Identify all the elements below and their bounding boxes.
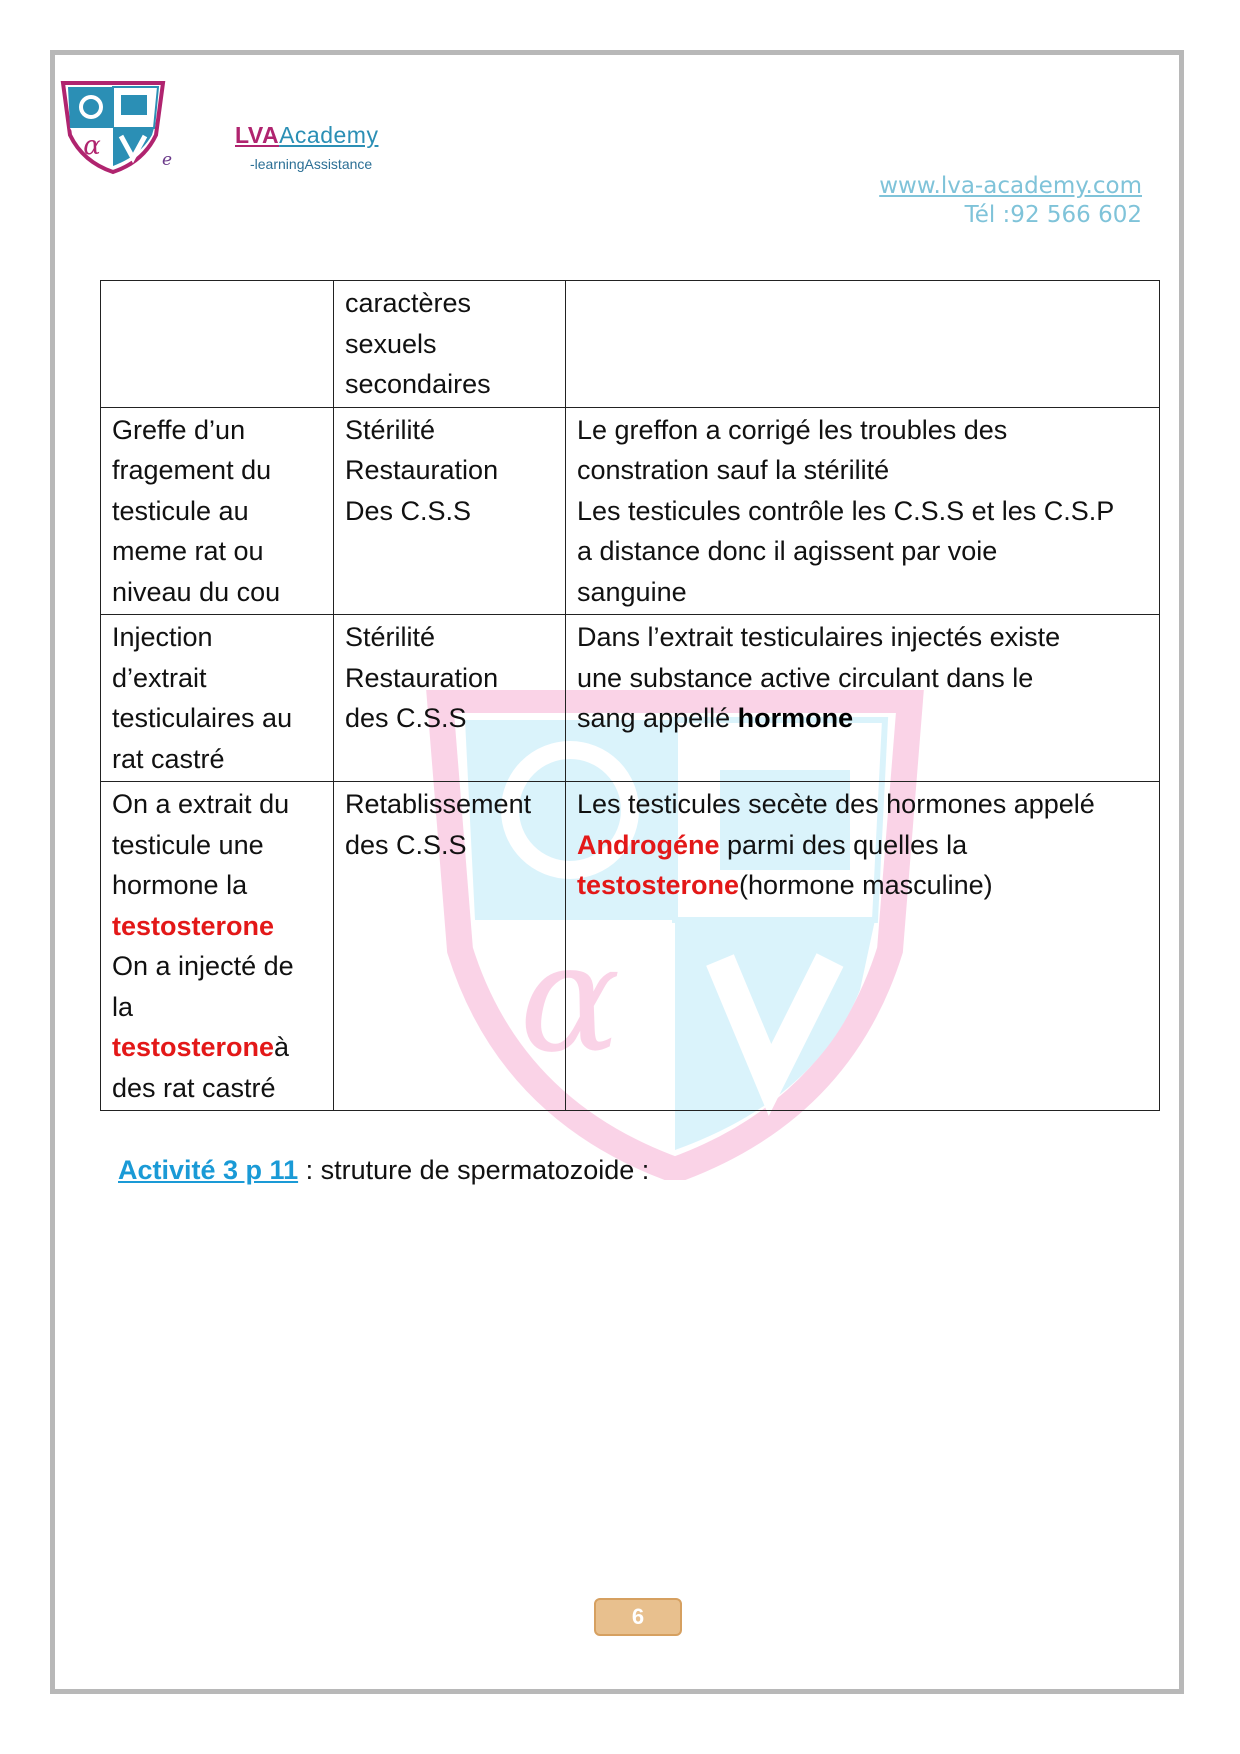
cell-line: des C.S.S <box>345 703 467 733</box>
cell-line: Restauration <box>345 455 499 485</box>
cell-line: constration sauf la stérilité <box>577 455 890 485</box>
table-cell <box>334 782 566 1111</box>
cell-line <box>577 865 1149 906</box>
cell-line: Injection <box>112 622 213 652</box>
table-cell <box>101 615 334 782</box>
svg-text:α: α <box>83 131 101 161</box>
logo-e-letter: e <box>162 150 173 170</box>
table-cell <box>334 281 566 408</box>
brand-name <box>235 122 378 149</box>
cell-line: Stérilité <box>345 414 436 445</box>
cell-line: secondaires <box>345 369 491 399</box>
cell-line: testiculaires au <box>112 703 293 733</box>
cell-line: Stérilité <box>345 622 436 652</box>
cell-line: testicule une <box>112 829 264 860</box>
cell-line: On a extrait du <box>112 789 290 819</box>
cell-text: à <box>274 1032 290 1062</box>
activity-heading <box>118 1155 649 1186</box>
table-cell <box>566 615 1160 782</box>
cell-line: Retablissement <box>345 789 532 819</box>
cell-line: Des C.S.S <box>345 495 472 526</box>
table-cell <box>101 281 334 408</box>
cell-line: hormone la <box>112 870 248 900</box>
table-cell <box>334 615 566 782</box>
cell-line: niveau du cou <box>112 576 281 607</box>
table-cell <box>101 407 334 615</box>
website-link[interactable]: www.lva-academy.com <box>879 173 1142 199</box>
cell-line: Le greffon a corrigé les troubles des <box>577 414 1008 445</box>
cell-line: caractères <box>345 288 472 318</box>
cell-line: Greffe d’un <box>112 414 246 445</box>
cell-text: (hormone masculine) <box>739 870 993 900</box>
brand-subtitle: -learningAssistance <box>250 156 373 172</box>
testosterone-red-term: testosterone <box>112 910 275 941</box>
cell-text: parmi des quelles la <box>719 829 968 860</box>
page-number-badge <box>594 1598 682 1636</box>
cell-line: Les testicules secète des hormones appelé <box>577 789 1095 819</box>
table-row <box>101 281 1160 408</box>
cell-text: sang appellé <box>577 703 738 733</box>
svg-text:α: α <box>519 912 621 1086</box>
hormone-bold-term: hormone <box>737 703 854 733</box>
cell-line: Restauration <box>345 662 499 693</box>
table-cell <box>101 782 334 1111</box>
cell-line: la <box>112 991 134 1022</box>
cell-line: testicule au <box>112 495 249 526</box>
cell-line <box>577 825 1149 866</box>
phone-number: Tél :92 566 602 <box>964 202 1142 228</box>
cell-line: meme rat ou <box>112 536 264 566</box>
cell-line: rat castré <box>112 743 225 774</box>
cell-line: a distance donc il agissent par voie <box>577 536 998 566</box>
cell-line: Dans l’extrait testiculaires injectés existe <box>577 622 1061 652</box>
brand-part-lva: LVA <box>235 122 280 148</box>
cell-line: sexuels <box>345 328 437 359</box>
cell-line: On a injecté de <box>112 951 294 981</box>
cell-line: sanguine <box>577 576 687 607</box>
cell-line <box>577 698 1149 739</box>
testosterone-red-term: testosterone <box>112 1032 275 1062</box>
table-row <box>101 615 1160 782</box>
table-row <box>101 782 1160 1111</box>
table-cell <box>566 782 1160 1111</box>
androgene-red-term: Androgéne <box>577 829 720 860</box>
cell-line: des C.S.S <box>345 829 467 860</box>
experiments-table <box>100 280 1160 1111</box>
activity-link[interactable]: Activité 3 p 11 <box>118 1155 299 1185</box>
cell-line: d’extrait <box>112 662 207 693</box>
cell-line: Les testicules contrôle les C.S.S et les C.S.P <box>577 495 1115 526</box>
table-cell <box>566 281 1160 408</box>
cell-line: fragement du <box>112 455 272 485</box>
cell-line: une substance active circulant dans le <box>577 662 1034 693</box>
lva-academy-logo <box>58 80 168 175</box>
cell-line <box>112 1027 323 1068</box>
testosterone-red-term: testosterone <box>577 870 740 900</box>
contact-info <box>879 172 1142 230</box>
table-cell <box>334 407 566 615</box>
brand-part-academy: Academy <box>279 122 379 148</box>
page-number: 6 <box>631 1604 645 1629</box>
table-cell <box>566 407 1160 615</box>
table-row <box>101 407 1160 615</box>
activity-text: : struture de spermatozoide : <box>298 1155 650 1185</box>
cell-line: des rat castré <box>112 1072 276 1103</box>
